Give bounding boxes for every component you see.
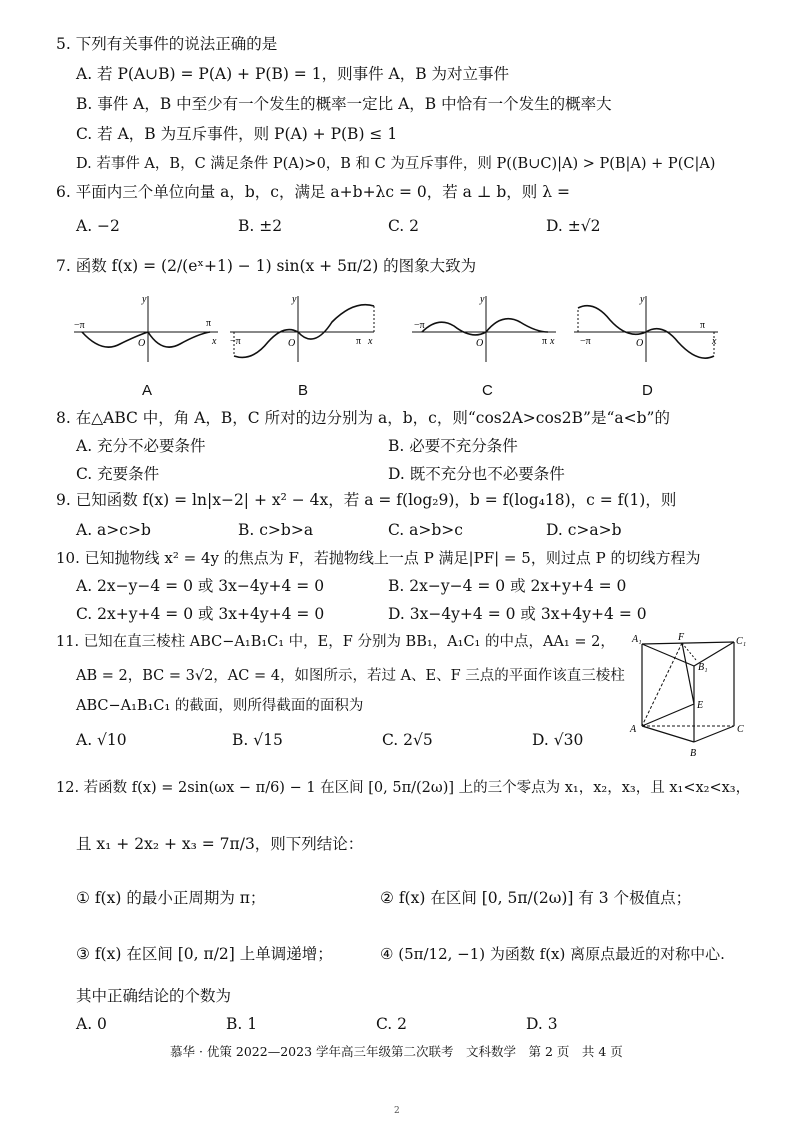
q12-ask: 其中正确结论的个数为 (76, 987, 232, 1005)
page-number: 2 (394, 1106, 400, 1116)
q7-label-c: C (482, 382, 493, 399)
q12-option-c: C. 2 (376, 1015, 408, 1033)
q11-prism-figure (624, 632, 752, 760)
q7-b-y: y (292, 294, 297, 305)
q11-option-d: D. √30 (532, 731, 584, 749)
q11-line1: 11. 已知在直三棱柱 ABC−A₁B₁C₁ 中，E，F 分别为 BB₁，A₁C₁ 的中点，AA₁ = 2， (56, 634, 615, 650)
q7-b-x: x (368, 336, 373, 347)
q6-option-a: A. −2 (76, 217, 120, 235)
page-footer: 慕华 · 优策 2022—2023 学年高三年级第二次联考 文科数学 第 2 页 共 4 页 (170, 1044, 623, 1059)
q10-option-d: D. 3x−4y+4 = 0 或 3x+4y+4 = 0 (388, 605, 647, 623)
q7-c-pi: π (542, 336, 548, 347)
q7-a-pi: π (206, 318, 212, 329)
q12-option-d: D. 3 (526, 1015, 558, 1033)
q9-stem: 9. 已知函数 f(x) = ln|x−2| + x² − 4x，若 a = f(log₂9)，b = f(log₄18)，c = f(1)，则 (56, 491, 677, 509)
q11-label-c1: C₁ (736, 636, 747, 647)
q12-option-a: A. 0 (76, 1015, 107, 1033)
q5-option-c: C. 若 A，B 为互斥事件，则 P(A) + P(B) ≤ 1 (76, 125, 398, 143)
q7-d-y: y (640, 294, 645, 305)
q11-label-f: F (678, 632, 685, 643)
q11-label-a1: A₁ (632, 634, 642, 645)
q6-option-b: B. ±2 (238, 217, 283, 235)
q12-statement-3: ③ f(x) 在区间 [0, π/2] 上单调递增； (76, 945, 333, 963)
q7-c-neg-pi: −π (414, 320, 425, 331)
q7-graph-b (228, 292, 378, 364)
q11-line2: AB = 2，BC = 3√2，AC = 4，如图所示，若过 A、E、F 三点的平面作该直三棱柱 (76, 668, 625, 684)
q7-a-o: O (138, 338, 146, 349)
q7-c-y: y (480, 294, 485, 305)
q7-c-o: O (476, 338, 484, 349)
q7-d-pi: π (700, 320, 706, 331)
q7-graph-d (572, 292, 722, 364)
q9-option-d: D. c>a>b (546, 521, 622, 539)
q12-option-b: B. 1 (226, 1015, 258, 1033)
q10-option-c: C. 2x+y+4 = 0 或 3x+4y+4 = 0 (76, 605, 325, 623)
q12-line2: 且 x₁ + 2x₂ + x₃ = 7π/3，则下列结论： (76, 835, 364, 853)
q11-option-c: C. 2√5 (382, 731, 433, 749)
q5-option-d: D. 若事件 A，B，C 满足条件 P(A)>0，B 和 C 为互斥事件，则 P((B∪C)|A) > P(B|A) + P(C|A) (76, 156, 716, 172)
q8-option-b: B. 必要不充分条件 (388, 437, 518, 455)
q11-option-a: A. √10 (76, 731, 127, 749)
q9-option-c: C. a>b>c (388, 521, 463, 539)
q7-a-x: x (212, 336, 217, 347)
q12-statement-2: ② f(x) 在区间 [0, 5π/(2ω)] 有 3 个极值点； (380, 889, 692, 907)
q9-option-a: A. a>c>b (76, 521, 151, 539)
q11-option-b: B. √15 (232, 731, 283, 749)
q9-option-b: B. c>b>a (238, 521, 314, 539)
q7-c-x: x (550, 336, 555, 347)
q7-a-neg-pi: −π (74, 320, 85, 331)
q8-option-a: A. 充分不必要条件 (76, 437, 206, 455)
q7-b-neg-pi: −π (230, 336, 241, 347)
q8-stem: 8. 在△ABC 中，角 A，B，C 所对的边分别为 a，b，c，则“cos2A>cos2B”是“a<b”的 (56, 409, 670, 427)
q5-stem: 5. 下列有关事件的说法正确的是 (56, 35, 278, 53)
q7-graph-a (72, 292, 222, 364)
q7-label-a: A (142, 382, 153, 399)
q10-stem: 10. 已知抛物线 x² = 4y 的焦点为 F，若抛物线上一点 P 满足|PF| = 5，则过点 P 的切线方程为 (56, 549, 701, 567)
q11-line3: ABC−A₁B₁C₁ 的截面，则所得截面的面积为 (76, 698, 364, 714)
q10-option-b: B. 2x−y−4 = 0 或 2x+y+4 = 0 (388, 577, 627, 595)
q11-label-e: E (697, 700, 704, 711)
q7-d-neg-pi: −π (580, 336, 591, 347)
q6-stem: 6. 平面内三个单位向量 a，b，c，满足 a+b+λc = 0，若 a ⊥ b，则 λ = (56, 183, 570, 201)
q5-option-b: B. 事件 A，B 中至少有一个发生的概率一定比 A，B 中恰有一个发生的概率大 (76, 95, 612, 113)
q11-label-c: C (737, 724, 744, 735)
q8-option-d: D. 既不充分也不必要条件 (388, 465, 565, 483)
q6-option-d: D. ±√2 (546, 217, 601, 235)
q7-label-b: B (298, 382, 309, 399)
q7-stem: 7. 函数 f(x) = (2/(eˣ+1) − 1) sin(x + 5π/2) 的图象大致为 (56, 257, 477, 275)
q12-line1: 12. 若函数 f(x) = 2sin(ωx − π/6) − 1 在区间 [0, 5π/(2ω)] 上的三个零点为 x₁，x₂，x₃，且 x₁<x₂<x₃， (56, 780, 751, 796)
q11-label-b: B (690, 748, 697, 759)
q7-d-x: x (712, 336, 717, 347)
q6-option-c: C. 2 (388, 217, 420, 235)
q11-label-b1: B₁ (698, 662, 708, 673)
q7-b-o: O (288, 338, 296, 349)
q7-a-y: y (142, 294, 147, 305)
q10-option-a: A. 2x−y−4 = 0 或 3x−4y+4 = 0 (76, 577, 325, 595)
q7-b-pi: π (356, 336, 362, 347)
q7-graph-c (410, 292, 560, 364)
q8-option-c: C. 充要条件 (76, 465, 160, 483)
q7-label-d: D (642, 382, 653, 399)
q12-statement-1: ① f(x) 的最小正周期为 π； (76, 889, 266, 907)
q12-statement-4: ④ (5π/12, −1) 为函数 f(x) 离原点最近的对称中心. (380, 945, 725, 963)
q11-label-a: A (630, 724, 637, 735)
q7-d-o: O (636, 338, 644, 349)
q5-option-a: A. 若 P(A∪B) = P(A) + P(B) = 1，则事件 A，B 为对立事件 (76, 65, 510, 83)
